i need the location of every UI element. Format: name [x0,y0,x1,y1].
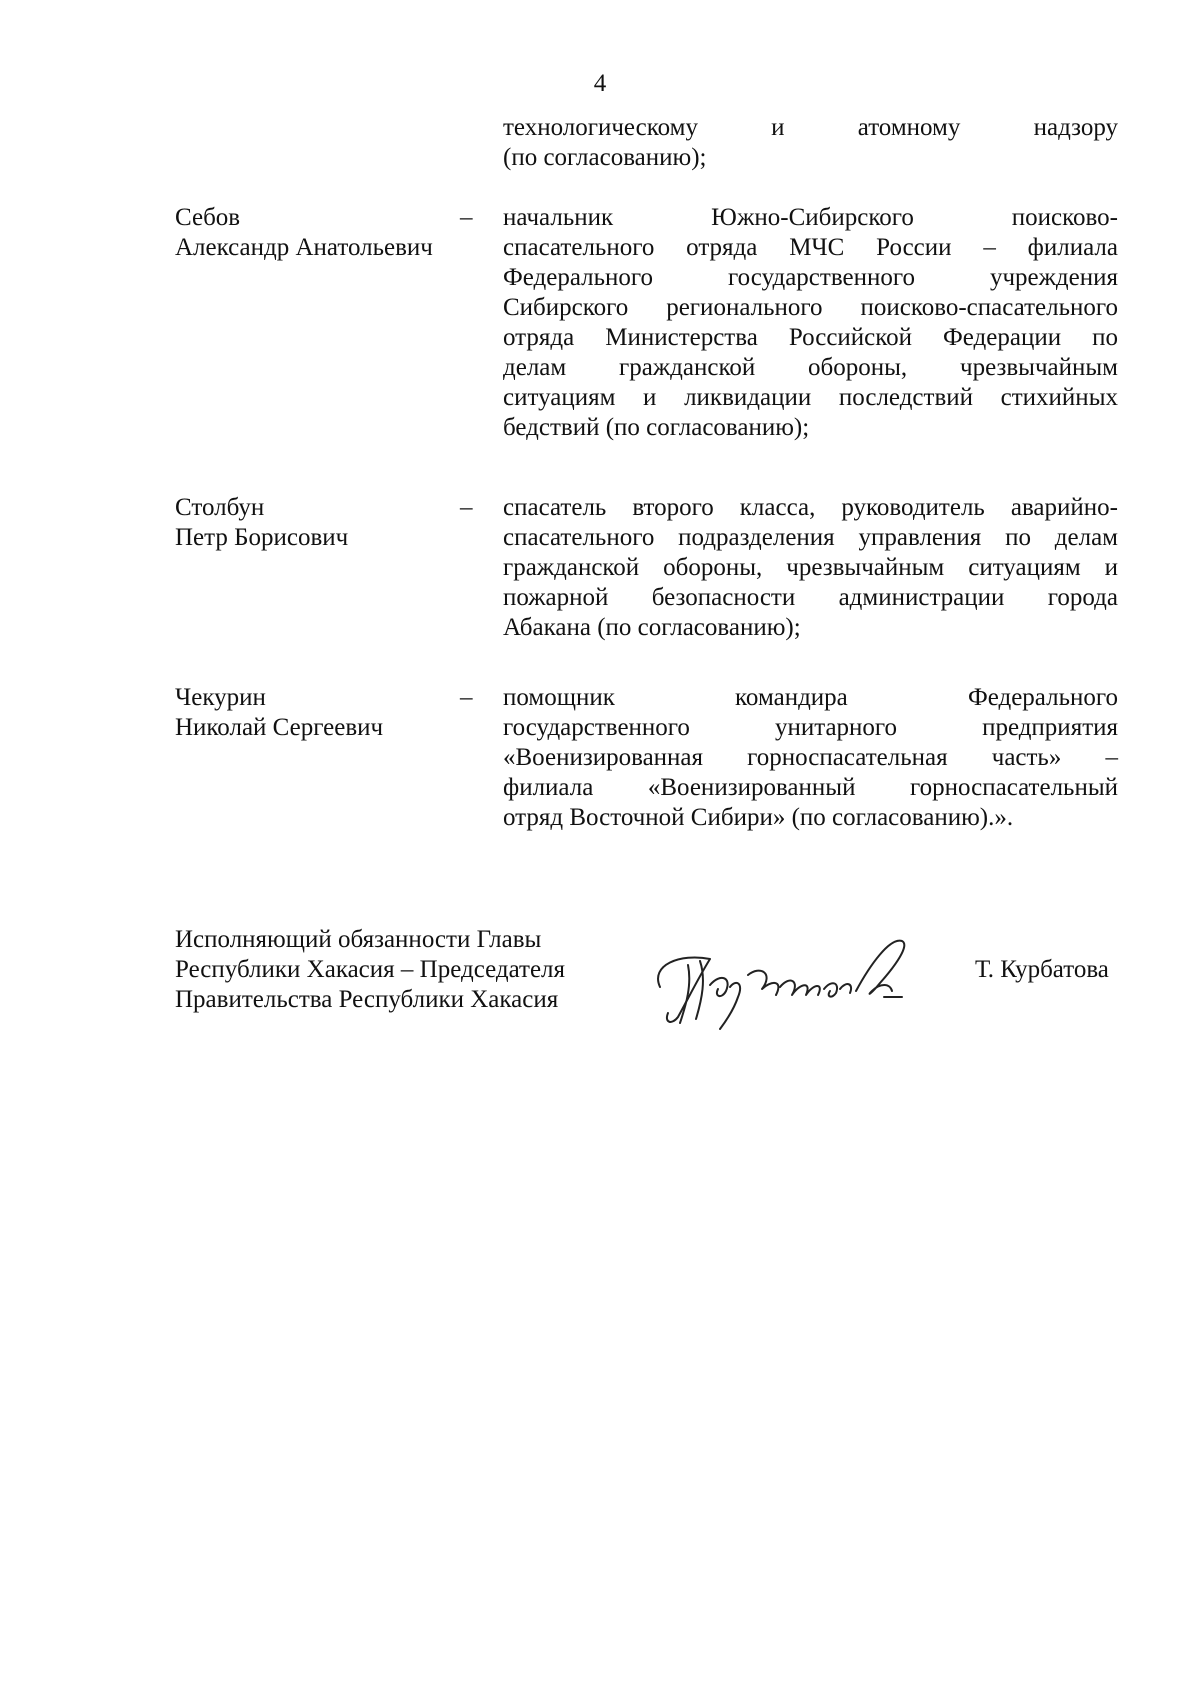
member-role-line: гражданской обороны, чрезвычайным ситуациям и [503,554,1118,581]
member-role-line: государственного унитарного предприятия [503,714,1118,741]
member-given-name: Николай Сергеевич [175,714,384,741]
member-role-line: пожарной безопасности администрации города [503,584,1118,611]
member-given-name: Петр Борисович [175,524,349,551]
handwritten-signature [640,925,930,1035]
member-role-line: спасательного отряда МЧС России – филиала [503,234,1118,261]
signatory-position-line: Правительства Республики Хакасия [175,986,559,1013]
member-role-line: спасательного подразделения управления по делам [503,524,1118,551]
intro-line: (по согласованию); [503,144,707,171]
page-number: 4 [593,70,607,97]
member-role-line: отряд Восточной Сибири» (по согласованию).». [503,804,1014,831]
member-surname: Чекурин [175,684,266,711]
member-role-line: Федерального государственного учреждения [503,264,1118,291]
member-surname: Столбун [175,494,265,521]
signatory-position-line: Республики Хакасия – Председателя [175,956,566,983]
dash-separator: – [460,684,473,711]
member-surname: Себов [175,204,241,231]
member-role-line: «Военизированная горноспасательная часть» – [503,744,1118,771]
member-role-line: спасатель второго класса, руководитель аварийно- [503,494,1118,521]
member-given-name: Александр Анатольевич [175,234,433,261]
signatory-name: Т. Курбатова [975,956,1109,983]
member-role-line: ситуациям и ликвидации последствий стихийных [503,384,1118,411]
dash-separator: – [460,204,473,231]
member-role-line: отряда Министерства Российской Федерации по [503,324,1118,351]
member-role-line: филиала «Военизированный горноспасательный [503,774,1118,801]
member-role-line: бедствий (по согласованию); [503,414,810,441]
member-role-line: помощник командира Федерального [503,684,1118,711]
signatory-position-line: Исполняющий обязанности Главы [175,926,542,953]
dash-separator: – [460,494,473,521]
member-role-line: Сибирского регионального поисково-спасательного [503,294,1118,321]
member-role-line: начальник Южно-Сибирского поисково- [503,204,1118,231]
member-role-line: Абакана (по согласованию); [503,614,801,641]
intro-line: технологическому и атомному надзору [503,114,1118,141]
member-role-line: делам гражданской обороны, чрезвычайным [503,354,1118,381]
